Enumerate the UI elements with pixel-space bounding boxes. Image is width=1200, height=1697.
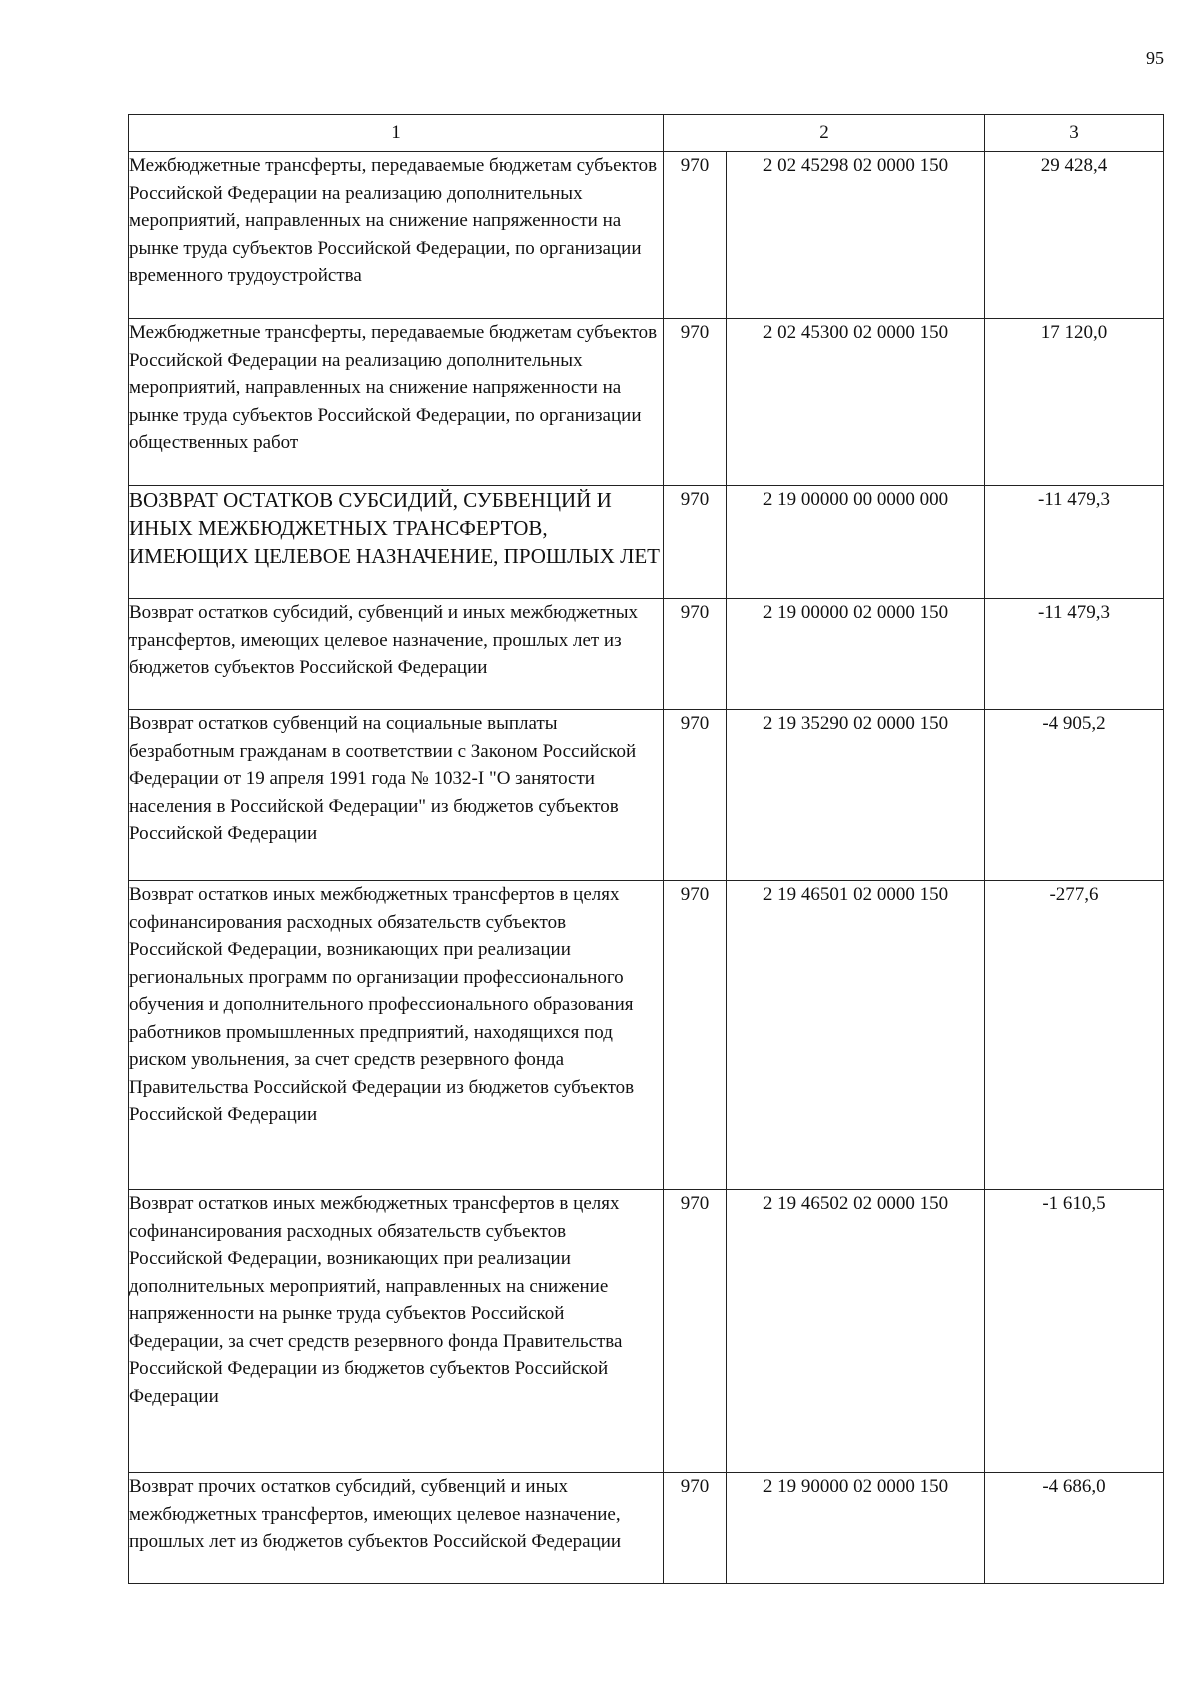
row-admin-code: 970: [664, 319, 727, 486]
row-amount: 29 428,4: [985, 152, 1164, 319]
table-row: [129, 486, 1164, 599]
column-header-3: 3: [985, 115, 1164, 152]
row-budget-code: 2 19 46501 02 0000 150: [727, 881, 985, 1190]
table-row: [129, 152, 1164, 319]
budget-table: [128, 114, 1164, 1584]
row-description: Возврат остатков иных межбюджетных трансфертов в целях софинансирования расходных обязательств субъектов Российской Федерации, возникающих при реализации региональных программ по организации профессионального обучения и дополнительного профессионального образования работников промышленных предприятий, находящихся под риском увольнения, за счет средств резервного фонда Правительства Российской Федерации из бюджетов субъектов Российской Федерации: [129, 881, 664, 1190]
row-description: Возврат остатков субсидий, субвенций и иных межбюджетных трансфертов, имеющих целевое назначение, прошлых лет из бюджетов субъектов Российской Федерации: [129, 599, 664, 710]
column-header-2: 2: [664, 115, 985, 152]
row-amount: -277,6: [985, 881, 1164, 1190]
row-budget-code: 2 19 46502 02 0000 150: [727, 1190, 985, 1473]
row-amount: -4 905,2: [985, 710, 1164, 881]
row-budget-code: 2 19 35290 02 0000 150: [727, 710, 985, 881]
row-description: ВОЗВРАТ ОСТАТКОВ СУБСИДИЙ, СУБВЕНЦИЙ И ИНЫХ МЕЖБЮДЖЕТНЫХ ТРАНСФЕРТОВ, ИМЕЮЩИХ ЦЕЛЕВОЕ НАЗНАЧЕНИЕ, ПРОШЛЫХ ЛЕТ: [129, 486, 664, 599]
row-admin-code: 970: [664, 152, 727, 319]
table-row: [129, 599, 1164, 710]
table-row: [129, 1190, 1164, 1473]
table-row: [129, 710, 1164, 881]
row-budget-code: 2 19 00000 02 0000 150: [727, 599, 985, 710]
row-amount: -4 686,0: [985, 1473, 1164, 1584]
row-budget-code: 2 02 45300 02 0000 150: [727, 319, 985, 486]
row-admin-code: 970: [664, 1190, 727, 1473]
row-budget-code: 2 02 45298 02 0000 150: [727, 152, 985, 319]
row-description: Межбюджетные трансферты, передаваемые бюджетам субъектов Российской Федерации на реализацию дополнительных мероприятий, направленных на снижение напряженности на рынке труда субъектов Российской Федерации, по организации временного трудоустройства: [129, 152, 664, 319]
table-row: [129, 881, 1164, 1190]
row-admin-code: 970: [664, 486, 727, 599]
row-admin-code: 970: [664, 710, 727, 881]
table-row: [129, 319, 1164, 486]
row-admin-code: 970: [664, 599, 727, 710]
row-amount: -11 479,3: [985, 599, 1164, 710]
page-number: 95: [1146, 48, 1164, 68]
row-description: Возврат прочих остатков субсидий, субвенций и иных межбюджетных трансфертов, имеющих целевое назначение, прошлых лет из бюджетов субъектов Российской Федерации: [129, 1473, 664, 1584]
row-admin-code: 970: [664, 881, 727, 1190]
row-amount: -11 479,3: [985, 486, 1164, 599]
row-description: Возврат остатков иных межбюджетных трансфертов в целях софинансирования расходных обязательств субъектов Российской Федерации, возникающих при реализации дополнительных мероприятий, направленных на снижение напряженности на рынке труда субъектов Российской Федерации, за счет средств резервного фонда Правительства Российской Федерации из бюджетов субъектов Российской Федерации: [129, 1190, 664, 1473]
row-description: Межбюджетные трансферты, передаваемые бюджетам субъектов Российской Федерации на реализацию дополнительных мероприятий, направленных на снижение напряженности на рынке труда субъектов Российской Федерации, по организации общественных работ: [129, 319, 664, 486]
row-description: Возврат остатков субвенций на социальные выплаты безработным гражданам в соответствии с Законом Российской Федерации от 19 апреля 1991 года № 1032-I "О занятости населения в Российской Федерации" из бюджетов субъектов Российской Федерации: [129, 710, 664, 881]
row-budget-code: 2 19 00000 00 0000 000: [727, 486, 985, 599]
row-budget-code: 2 19 90000 02 0000 150: [727, 1473, 985, 1584]
column-header-1: 1: [129, 115, 664, 152]
table-row: [129, 1473, 1164, 1584]
table-header-row: [129, 115, 1164, 152]
row-admin-code: 970: [664, 1473, 727, 1584]
row-amount: 17 120,0: [985, 319, 1164, 486]
row-amount: -1 610,5: [985, 1190, 1164, 1473]
